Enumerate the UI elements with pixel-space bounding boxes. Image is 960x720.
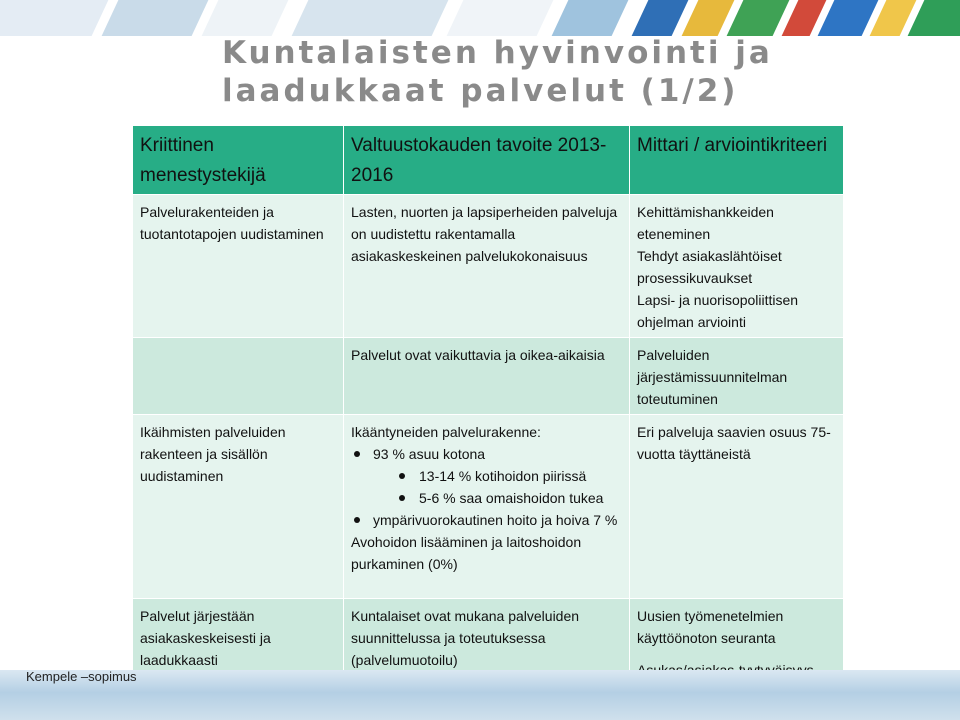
row3-success-factor: Ikäihmisten palveluiden rakenteen ja sisällön uudistaminen bbox=[133, 415, 344, 599]
table-row bbox=[133, 195, 844, 338]
list-item: 13-14 % kotihoidon piirissä bbox=[351, 465, 623, 487]
bullet-list bbox=[351, 443, 623, 465]
footer-text: Kempele –sopimus bbox=[26, 669, 137, 684]
row4-goal: Kuntalaiset ovat mukana palveluiden suunnittelussa ja toteutuksessa (palvelumuotoilu) bbox=[344, 599, 630, 710]
row1-goal: Lasten, nuorten ja lapsiperheiden palveluja on uudistettu rakentamalla asiakaskeskeinen palvelukokonaisuus bbox=[344, 195, 630, 338]
row4-indicator-a: Uusien työmenetelmien käyttöönoton seuranta bbox=[637, 608, 784, 646]
table-row bbox=[133, 338, 844, 415]
row1-success-factor: Palvelurakenteiden ja tuotantotapojen uudistaminen bbox=[133, 195, 344, 338]
row2-goal: Palvelut ovat vaikuttavia ja oikea-aikaisia bbox=[344, 338, 630, 415]
row4-success-factor: Palvelut järjestään asiakaskeskeisesti ja laadukkaasti bbox=[133, 599, 344, 710]
list-item: ympärivuorokautinen hoito ja hoiva 7 % bbox=[351, 509, 623, 531]
row2-indicator: Palveluiden järjestämissuunnitelman toteutuminen bbox=[630, 338, 844, 415]
row3-goal-intro: Ikääntyneiden palvelurakenne: bbox=[351, 424, 541, 440]
row3-indicator: Eri palveluja saavien osuus 75-vuotta täyttäneistä bbox=[630, 415, 844, 599]
table-row bbox=[133, 415, 844, 599]
header-council-goal: Valtuustokauden tavoite 2013-2016 bbox=[344, 126, 630, 195]
table-header-row bbox=[133, 126, 844, 195]
row3-goal-outro: Avohoidon lisääminen ja laitoshoidon purkaminen (0%) bbox=[351, 534, 582, 572]
row3-goal bbox=[344, 415, 630, 599]
bottom-decorative-band bbox=[0, 670, 960, 720]
title-line-2: laadukkaat palvelut (1/2) bbox=[222, 73, 739, 109]
bullet-list bbox=[351, 509, 623, 531]
slide-title bbox=[222, 34, 922, 110]
list-item: 93 % asuu kotona bbox=[351, 443, 623, 465]
row2-success-factor bbox=[133, 338, 344, 415]
goals-table bbox=[132, 125, 844, 710]
list-item: 5-6 % saa omaishoidon tukea bbox=[351, 487, 623, 509]
title-line-1: Kuntalaisten hyvinvointi ja bbox=[222, 35, 773, 71]
decorative-stripes bbox=[0, 0, 960, 36]
sub-bullet-list bbox=[351, 465, 623, 509]
row1-indicator: Kehittämishankkeiden eteneminen Tehdyt asiakaslähtöiset prosessikuvaukset Lapsi- ja nuorisopoliittisen ohjelman arviointi bbox=[630, 195, 844, 338]
header-indicator: Mittari / arviointikriteeri bbox=[630, 126, 844, 195]
header-success-factor: Kriittinen menestystekijä bbox=[133, 126, 344, 195]
